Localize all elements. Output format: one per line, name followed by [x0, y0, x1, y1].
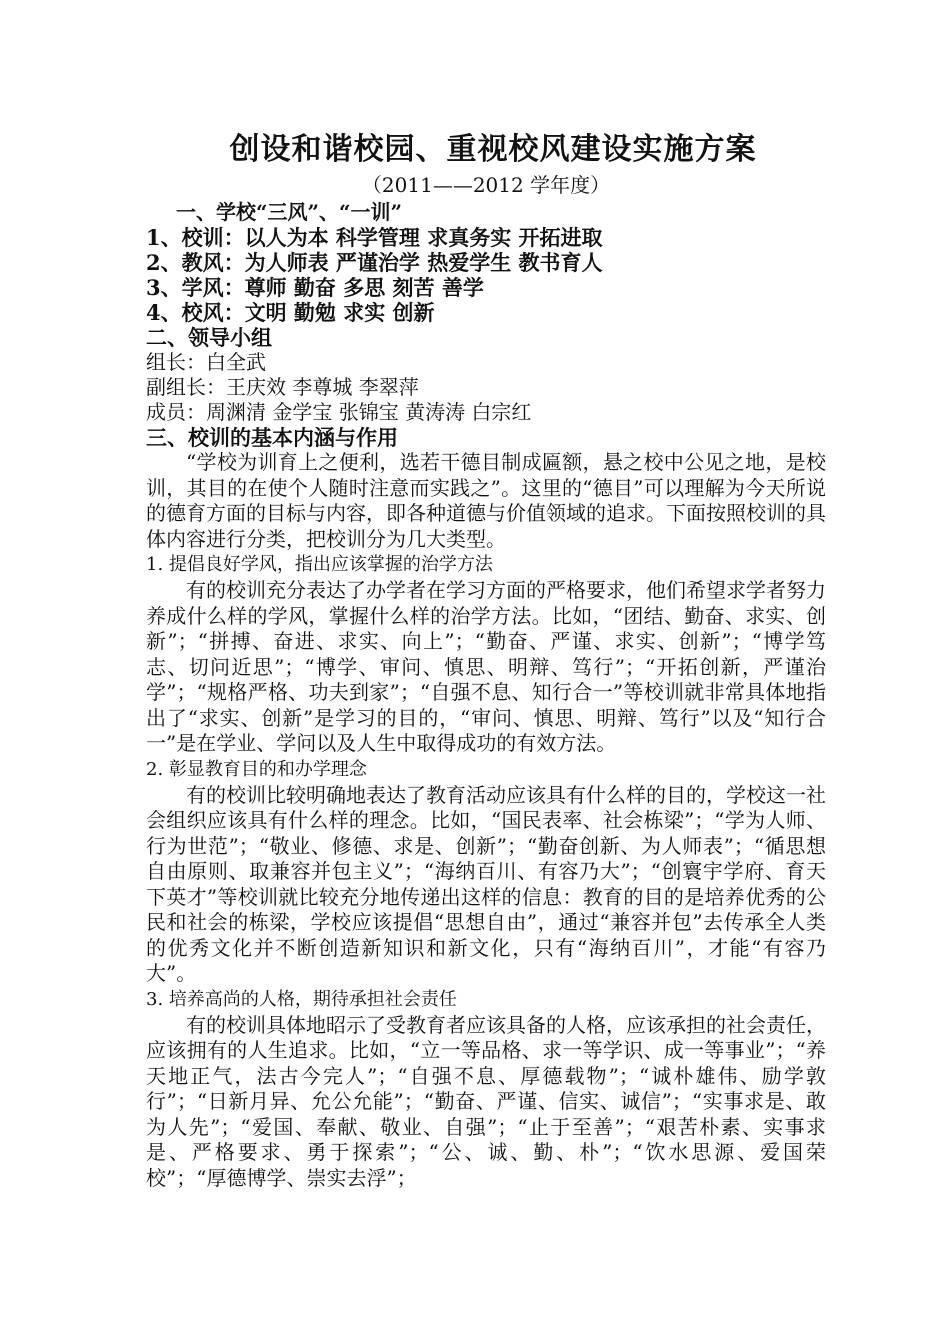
study-style-line: 3、学风：尊师 勤奋 多思 刻苦 善学 — [146, 275, 484, 300]
members-line: 成员：周渊清 金学宝 张锦宝 黄涛涛 白宗红 — [146, 400, 532, 424]
school-motto-line: 1、校训：以人为本 科学管理 求真务实 开拓进取 — [146, 225, 603, 250]
subsection2-heading: 2. 彰显教育目的和办学理念 — [146, 758, 367, 780]
teaching-style-line: 2、教风：为人师表 严谨治学 热爱学生 教书育人 — [146, 250, 603, 275]
intro-paragraph: “学校为训育上之便利，选若干德目制成匾额，悬之校中公见之地，是校训，其目的在使个人随时注意而实践之”。这里的“德目”可以理解为今天所说的德育方面的目标与内容，即各种道德与价值领域的追求。下面按照校训的具体内容进行分类，把校训分为几大类型。 — [146, 450, 826, 551]
document-title: 创设和谐校园、重视校风建设实施方案 — [229, 132, 757, 167]
section1-heading: 一、学校“三风”、“一训” — [176, 200, 403, 224]
subsection3-paragraph: 有的校训具体地昭示了受教育者应该具备的人格，应该承担的社会责任，应该拥有的人生追求。比如，“立一等品格、求一等学识、成一等事业”；“养天地正气，法古今完人”；“自强不息、厚德载物”；“诚朴雄伟、励学敦行”；“日新月异、允公允能”；“勤奋、严谨、信实、诚信”；“实事求是、敢为人先”；“爱国、奉献、敬业、自强”；“止于至善”；“艰苦朴素、实事求是、严格要求、勇于探索”；“公、诚、勤、朴”；“饮水思源、爱国荣校”；“厚德博学、崇实去浮”； — [146, 1012, 826, 1190]
subsection3-heading: 3. 培养高尚的人格，期待承担社会责任 — [146, 988, 457, 1010]
deputy-leader-line: 副组长：王庆效 李尊城 李翠萍 — [146, 375, 419, 399]
subsection2-paragraph: 有的校训比较明确地表达了教育活动应该具有什么样的目的，学校这一社会组织应该具有什么样的理念。比如，“国民表率、社会栋梁”；“学为人师、行为世范”；“敬业、修德、求是、创新”；“勤奋创新、为人师表”；“循思想自由原则、取兼容并包主义”；“海纳百川、有容乃大”；“创寰宇学府、育天下英才”等校训就比较充分地传递出这样的信息：教育的目的是培养优秀的公民和社会的栋梁，学校应该提倡“思想自由”，通过“兼容并包”去传承全人类的优秀文化并不断创造新知识和新文化，只有“海纳百川”，才能“有容乃大”。 — [146, 782, 826, 985]
leader-line: 组长：白全武 — [146, 350, 266, 374]
section3-heading: 三、校训的基本内涵与作用 — [146, 425, 398, 450]
subsection1-heading: 1. 提倡良好学风，指出应该掌握的治学方法 — [146, 554, 493, 575]
school-style-line: 4、校风：文明 勤勉 求实 创新 — [146, 300, 435, 325]
document-body — [146, 128, 826, 1191]
document-subtitle: （2011——2012 学年度） — [361, 173, 611, 197]
section2-heading: 二、领导小组 — [146, 325, 272, 350]
subsection1-paragraph: 有的校训充分表达了办学者在学习方面的严格要求，他们希望求学者努力养成什么样的学风，掌握什么样的治学方法。比如，“团结、勤奋、求实、创新”；“拼搏、奋进、求实、向上”；“勤奋、严谨、求实、创新”；“博学笃志、切问近思”；“博学、审问、慎思、明辩、笃行”；“开拓创新，严谨治学”；“规格严格、功夫到家”；“自强不息、知行合一”等校训就非常具体地指出了“求实、创新”是学习的目的，“审问、慎思、明辩、笃行”以及“知行合一”是在学业、学问以及人生中取得成功的有效方法。 — [146, 578, 826, 755]
